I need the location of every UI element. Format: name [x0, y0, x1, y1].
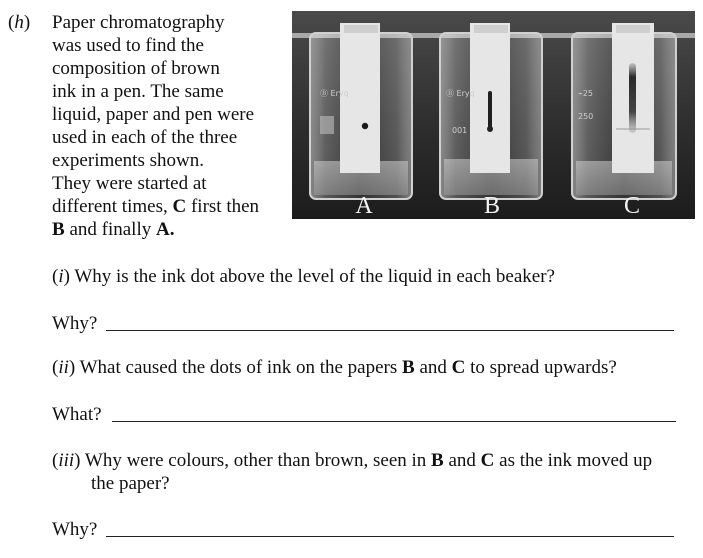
beaker-label-a: A [355, 193, 373, 219]
intro-line: liquid, paper and pen were [52, 104, 255, 125]
intro-line: experiments shown. [52, 150, 204, 171]
intro-line: They were started at [52, 173, 207, 194]
beaker-c [572, 23, 676, 199]
svg-text:⌁25: ⌁25 [578, 89, 593, 98]
intro-line: different times, C first then [52, 196, 260, 217]
ink-streak-b [488, 91, 492, 129]
ink-streak-c [629, 63, 636, 133]
part-iii-answer-line[interactable] [106, 536, 674, 537]
chromatography-photo [292, 11, 695, 219]
part-iii-question-line2: the paper? [91, 473, 170, 494]
intro-line: used in each of the three [52, 127, 238, 148]
svg-text:Ⓑ Eryq: Ⓑ Eryq [446, 89, 475, 98]
intro-line: Paper chromatography [52, 12, 225, 33]
intro-line: was used to find the [52, 35, 204, 56]
intro-line: composition of brown [52, 58, 220, 79]
part-i-answer-line[interactable] [106, 330, 674, 331]
part-ii-answer-line[interactable] [112, 421, 676, 422]
ink-dot-a [362, 123, 368, 129]
part-iii-answer-label: Why? [52, 519, 98, 540]
beaker-label-b: B [483, 193, 501, 219]
beaker-b [440, 23, 542, 199]
svg-text:Ⓑ Eryq: Ⓑ Eryq [320, 89, 349, 98]
beaker-a [310, 23, 412, 199]
part-ii-answer-label: What? [52, 404, 102, 425]
part-iii-question: (iii) Why were colours, other than brown, seen in B and C as the ink moved up [52, 450, 653, 471]
svg-text:250: 250 [578, 112, 594, 121]
question-intro [52, 11, 259, 241]
part-i-question: (i) Why is the ink dot above the level of the liquid in each beaker? [52, 266, 555, 287]
question-label: (h) [8, 12, 31, 33]
svg-text:001: 001 [452, 126, 468, 135]
part-i-answer-label: Why? [52, 313, 98, 334]
intro-line: ink in a pen. The same [52, 81, 224, 102]
beaker-label-c: C [623, 193, 641, 219]
intro-line: B and finally A. [52, 219, 175, 240]
paper-strip-a [340, 23, 380, 173]
part-ii-question: (ii) What caused the dots of ink on the papers B and C to spread upwards? [52, 357, 617, 378]
